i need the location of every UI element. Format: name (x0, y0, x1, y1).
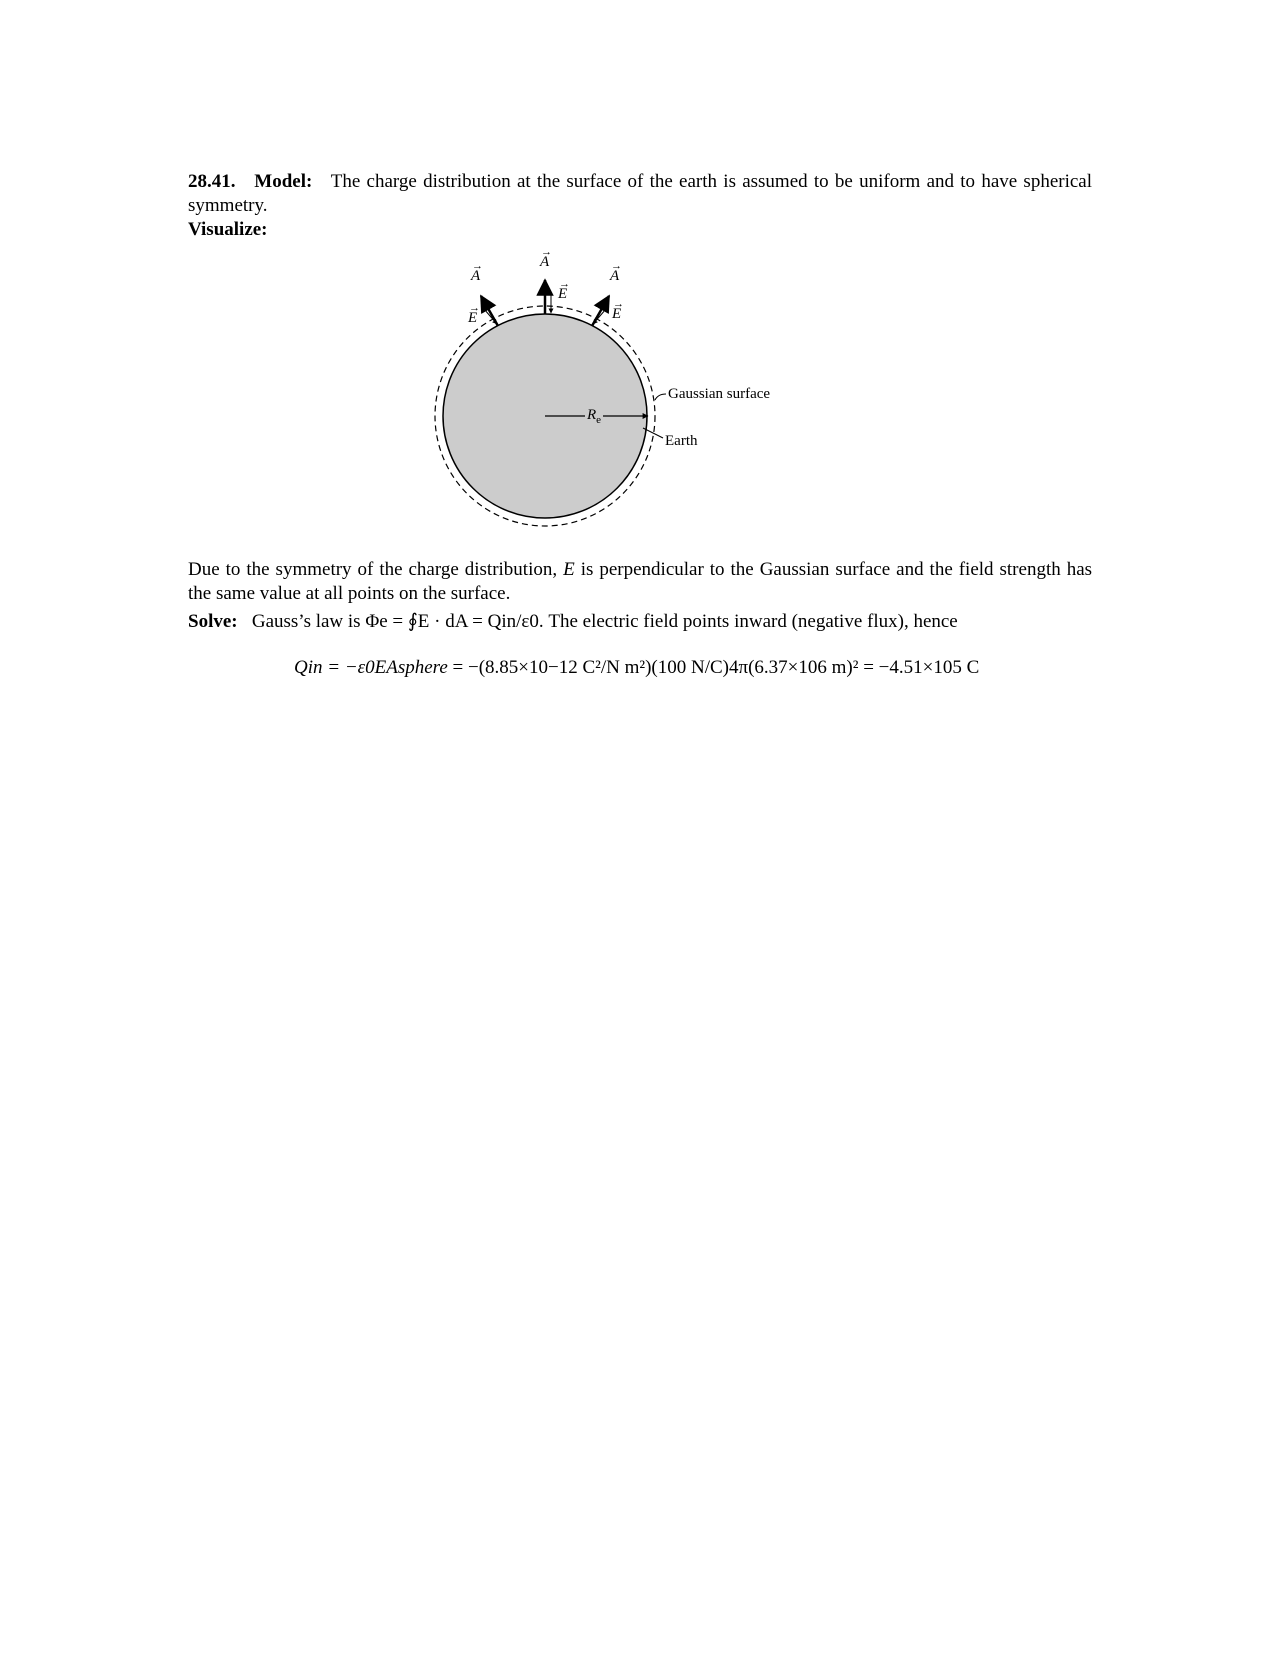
label-area-vector-left: → A (471, 260, 483, 284)
problem-number: 28.41. (188, 171, 236, 192)
label-field-vector-right: → E (612, 298, 624, 322)
vector-arrow-glyph: → (472, 260, 483, 272)
earth-label: Earth (665, 433, 698, 449)
figure-drawing (188, 248, 1092, 548)
vector-arrow-glyph: → (559, 278, 570, 290)
visualize-label: Visualize: (188, 219, 268, 240)
solution-text (188, 558, 1092, 682)
symmetry-text-end: is perpendicular to the Gaussian surface and the field strength has the same value at all points on the surface. (188, 559, 1093, 604)
model-label: Model: (254, 171, 313, 192)
equation-term-1: = −(8.85×10−12 C²/N m²) (452, 657, 652, 678)
equation-term-2: (100 N/C) (651, 657, 729, 678)
solve-line (188, 610, 1092, 634)
label-area-vector-right: → A (610, 260, 622, 284)
charge-equation (188, 654, 1092, 682)
equation-term-3: 4π(6.37×106 m)² (729, 657, 859, 678)
label-field-vector-left: → E (468, 302, 480, 326)
vector-arrow-glyph: → (541, 246, 552, 258)
vector-arrow-glyph: → (613, 298, 624, 310)
model-paragraph (188, 170, 1092, 218)
label-field-vector-top: → E (558, 278, 570, 302)
symmetry-text-start: Due to the symmetry of the charge distribution, (188, 559, 558, 580)
solve-intro: Gauss’s law is (251, 611, 361, 632)
solve-text: The electric field points inward (negative flux), hence (548, 611, 958, 632)
label-area-vector-top: → A (540, 246, 552, 270)
solve-label: Solve: (188, 611, 238, 632)
solution-page (188, 170, 1092, 682)
gauss-law-equation: Φe = ∮E · dA = Qin/ε0. (365, 611, 544, 632)
gaussian-surface-label: Gaussian surface (668, 386, 771, 402)
vector-arrow-glyph: → (611, 260, 622, 272)
equation-lhs: Qin = −ε0EAsphere (294, 657, 448, 678)
model-text: The charge distribution at the surface of the earth is assumed to be uniform and to have spherical symmetry. (188, 171, 1093, 216)
gaussian-surface-leader (655, 394, 666, 400)
equation-result: = −4.51×105 C (863, 657, 980, 678)
radius-label: $R_e$ (585, 406, 603, 429)
field-vector-inline: E (563, 559, 575, 580)
vector-arrow-glyph: → (469, 302, 480, 314)
symmetry-paragraph (188, 558, 1092, 606)
gaussian-sphere-figure (188, 248, 1092, 548)
